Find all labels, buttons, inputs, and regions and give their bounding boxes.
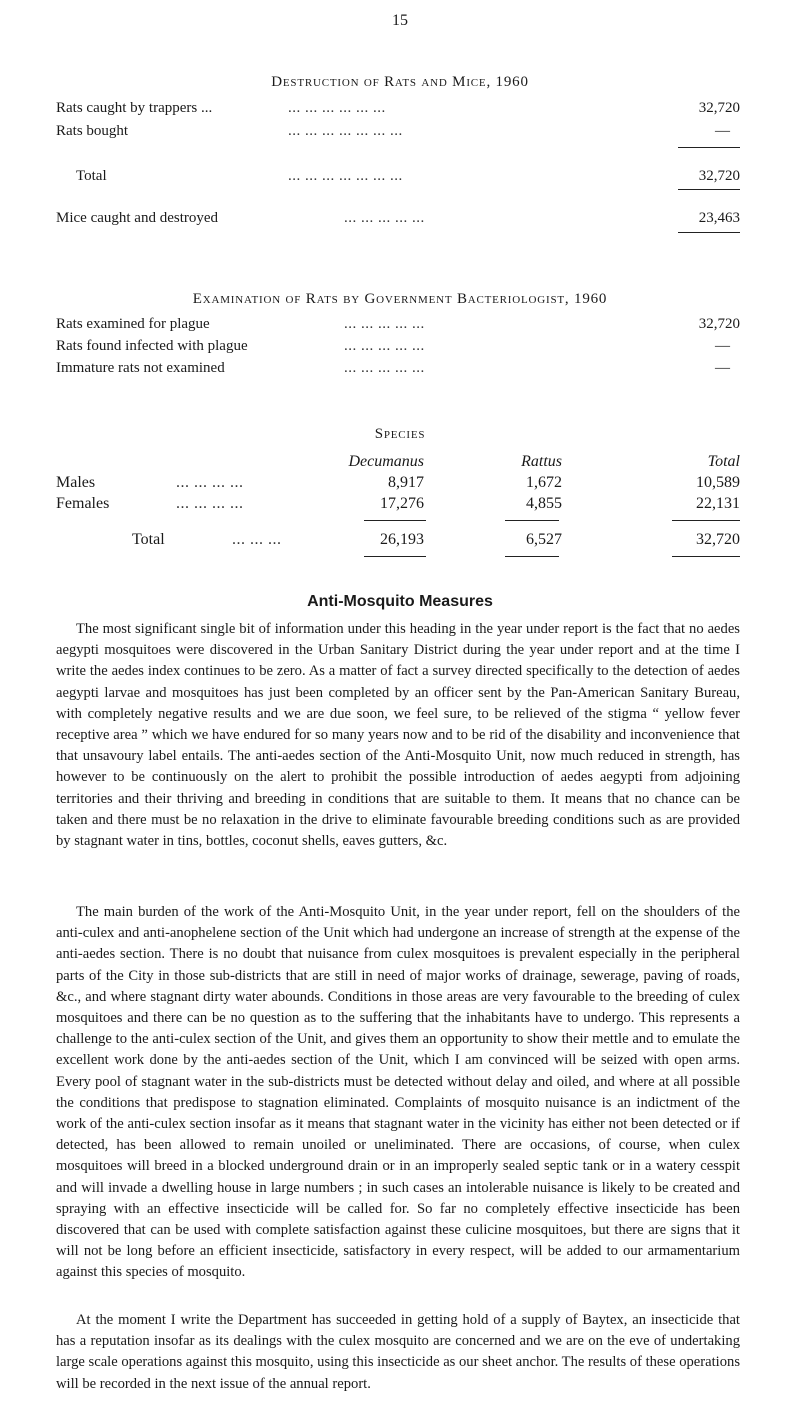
- row-value: —: [715, 360, 730, 376]
- subtotal-rule: [678, 147, 740, 148]
- row-label: Rats bought: [56, 123, 129, 139]
- destruction-heading: Destruction of Rats and Mice, 1960: [271, 74, 529, 90]
- row-label: Rats found infected with plague: [56, 338, 248, 354]
- species-row-total: [56, 529, 740, 551]
- examination-row-examined: [56, 313, 740, 335]
- mice-rule: [678, 232, 740, 233]
- row-value: 23,463: [698, 210, 740, 226]
- row-value: 32,720: [698, 168, 740, 184]
- column-header-decumanus: Decumanus: [348, 453, 424, 470]
- row-leader-dots: ... ... ... ... ... ... ...: [288, 123, 403, 139]
- rattus-subtotal-rule: [505, 520, 559, 521]
- destruction-row-mice: [56, 207, 740, 229]
- row-leader-dots: ... ... ...: [232, 531, 282, 548]
- row-value: —: [715, 123, 730, 139]
- row-leader-dots: ... ... ... ... ...: [344, 316, 425, 332]
- cell-total: 32,720: [696, 531, 740, 548]
- destruction-row-total: [56, 165, 740, 187]
- cell-total: 22,131: [696, 495, 740, 512]
- cell-decumanus: 26,193: [380, 531, 424, 548]
- row-leader-dots: ... ... ... ... ...: [344, 338, 425, 354]
- page-number: 15: [392, 12, 408, 29]
- species-row-males: [56, 472, 740, 494]
- total-total-rule: [672, 556, 740, 557]
- examination-row-immature: [56, 357, 740, 379]
- cell-decumanus: 17,276: [380, 495, 424, 512]
- row-leader-dots: ... ... ... ... ...: [344, 360, 425, 376]
- species-column-headers: [56, 451, 740, 473]
- row-label: Total: [76, 168, 107, 184]
- row-label: Males: [56, 474, 96, 491]
- cell-decumanus: 8,917: [388, 474, 424, 491]
- species-heading: Species: [374, 426, 426, 442]
- destruction-row-bought: [56, 120, 740, 142]
- row-leader-dots: ... ... ... ... ...: [344, 210, 425, 226]
- paragraph-aedes: The most significant single bit of information under this heading in the year under report is the fact that no aedes aegypti mosquitoes were discovered in the Urban Sanitary District during the year under report and at the time I write the aedes index continues to be zero. As a matter of fact a survey directed specifically to the detection of aedes aegypti larvae and mosquitoes has just been completed by an officer sent by the Pan-American Sanitary Bureau, with completely negative results and we are due soon, we feel sure, to be relieved of the stigma “ yellow fever receptive area ” which we have endured for so many years now and to be rid of the disability and inconvenience that that unsavoury label entails. The anti-aedes section of the Anti-Mosquito Unit, now much reduced in strength, has however to be continuously on the alert to prohibit the possible introduction of aedes aegypti from adjoining territories and their thriving and breeding in conditions that are suitable to them. It means that no chance can be taken and there must be no relaxation in the drive to eliminate favourable breeding conditions such as are provided by stagnant water in tins, bottles, coconut shells, eaves gutters, &c.: [56, 621, 740, 850]
- examination-heading: Examination of Rats by Government Bacteriologist, 1960: [192, 291, 608, 307]
- paragraph-culex: The main burden of the work of the Anti-Mosquito Unit, in the year under report, fell on the shoulders of the anti-culex and anti-anophelene section of the Unit which had undergone an increase of strength at the expense of the anti-aedes section. There is no doubt that nuisance from culex mosquitoes is prevalent especially in the peripheral parts of the City in those sub-districts that are still in need of major works of drainage, sewerage, paving of roads, &c., and where stagnant dirty water abounds. Conditions in those areas are very favourable to the breeding of culex mosquitoes and there can be no question as to the suffering that the inhabitants have to undergo. This represents a challenge to the anti-culex section of the Unit, and gives them an opportunity to show their mettle and to emulate the excellent work done by the anti-aedes section of the Unit, which I am convinced will be seized with open arms. Every pool of stagnant water in the sub-districts must be detected without delay and oiled, and where at all possible the conditions that predispose to stagnation eliminated. Complaints of mosquito nuisance is an indictment of the work of the anti-culex section insofar as it means that stagnant water in the vicinity has either not been detected or if detected, has been allowed to remain unoiled or uneliminated. There are occasions, of course, when culex mosquitoes will breed in a blocked underground drain or in an improperly sealed septic tank or in a watery cesspit and will invade a dwelling house in large numbers ; in such cases an intolerable nuisance is likely to be created and spraying with an effective insecticide will be called for. So far no completely effective insecticide has been discovered that can be used with complete satisfaction against these culicine mosquitoes, but there are signs that it will not be long before an efficient insecticide, satisfactory in every respect, will be added to our armamentarium against this species of mosquito.: [56, 904, 740, 1281]
- column-header-rattus: Rattus: [521, 453, 562, 470]
- cell-total: 10,589: [696, 474, 740, 491]
- total-subtotal-rule: [672, 520, 740, 521]
- decumanus-subtotal-rule: [364, 520, 426, 521]
- column-header-total: Total: [707, 453, 740, 470]
- destruction-row-trappers: [56, 97, 740, 119]
- examination-row-infected: [56, 335, 740, 357]
- row-leader-dots: ... ... ... ...: [176, 474, 244, 491]
- row-leader-dots: ... ... ... ... ... ... ...: [288, 168, 403, 184]
- cell-rattus: 4,855: [526, 495, 562, 512]
- row-label: Total: [132, 531, 165, 548]
- total-rule: [678, 189, 740, 190]
- rattus-total-rule: [505, 556, 559, 557]
- row-label: Mice caught and destroyed: [56, 210, 219, 226]
- row-value: 32,720: [698, 100, 740, 116]
- species-row-females: [56, 493, 740, 515]
- row-value: 32,720: [698, 316, 740, 332]
- cell-rattus: 1,672: [526, 474, 562, 491]
- decumanus-total-rule: [364, 556, 426, 557]
- row-value: —: [715, 338, 730, 354]
- paragraph-baytex: At the moment I write the Department has succeeded in getting hold of a supply of Baytex, an insecticide that has a reputation insofar as its dealings with the culex mosquito are concerned and we are on the eve of undertaking large scale operations against this mosquito, using this insecticide as our sheet anchor. The results of these operations will be recorded in the next issue of the annual report.: [56, 1312, 740, 1392]
- row-label: Immature rats not examined: [56, 360, 225, 376]
- row-leader-dots: ... ... ... ...: [176, 495, 244, 512]
- cell-rattus: 6,527: [526, 531, 562, 548]
- row-label: Females: [56, 495, 110, 512]
- row-leader-dots: ... ... ... ... ... ...: [288, 100, 386, 116]
- anti-mosquito-title: Anti-Mosquito Measures: [307, 593, 493, 610]
- row-label: Rats caught by trappers ...: [56, 100, 213, 116]
- row-label: Rats examined for plague: [56, 316, 210, 332]
